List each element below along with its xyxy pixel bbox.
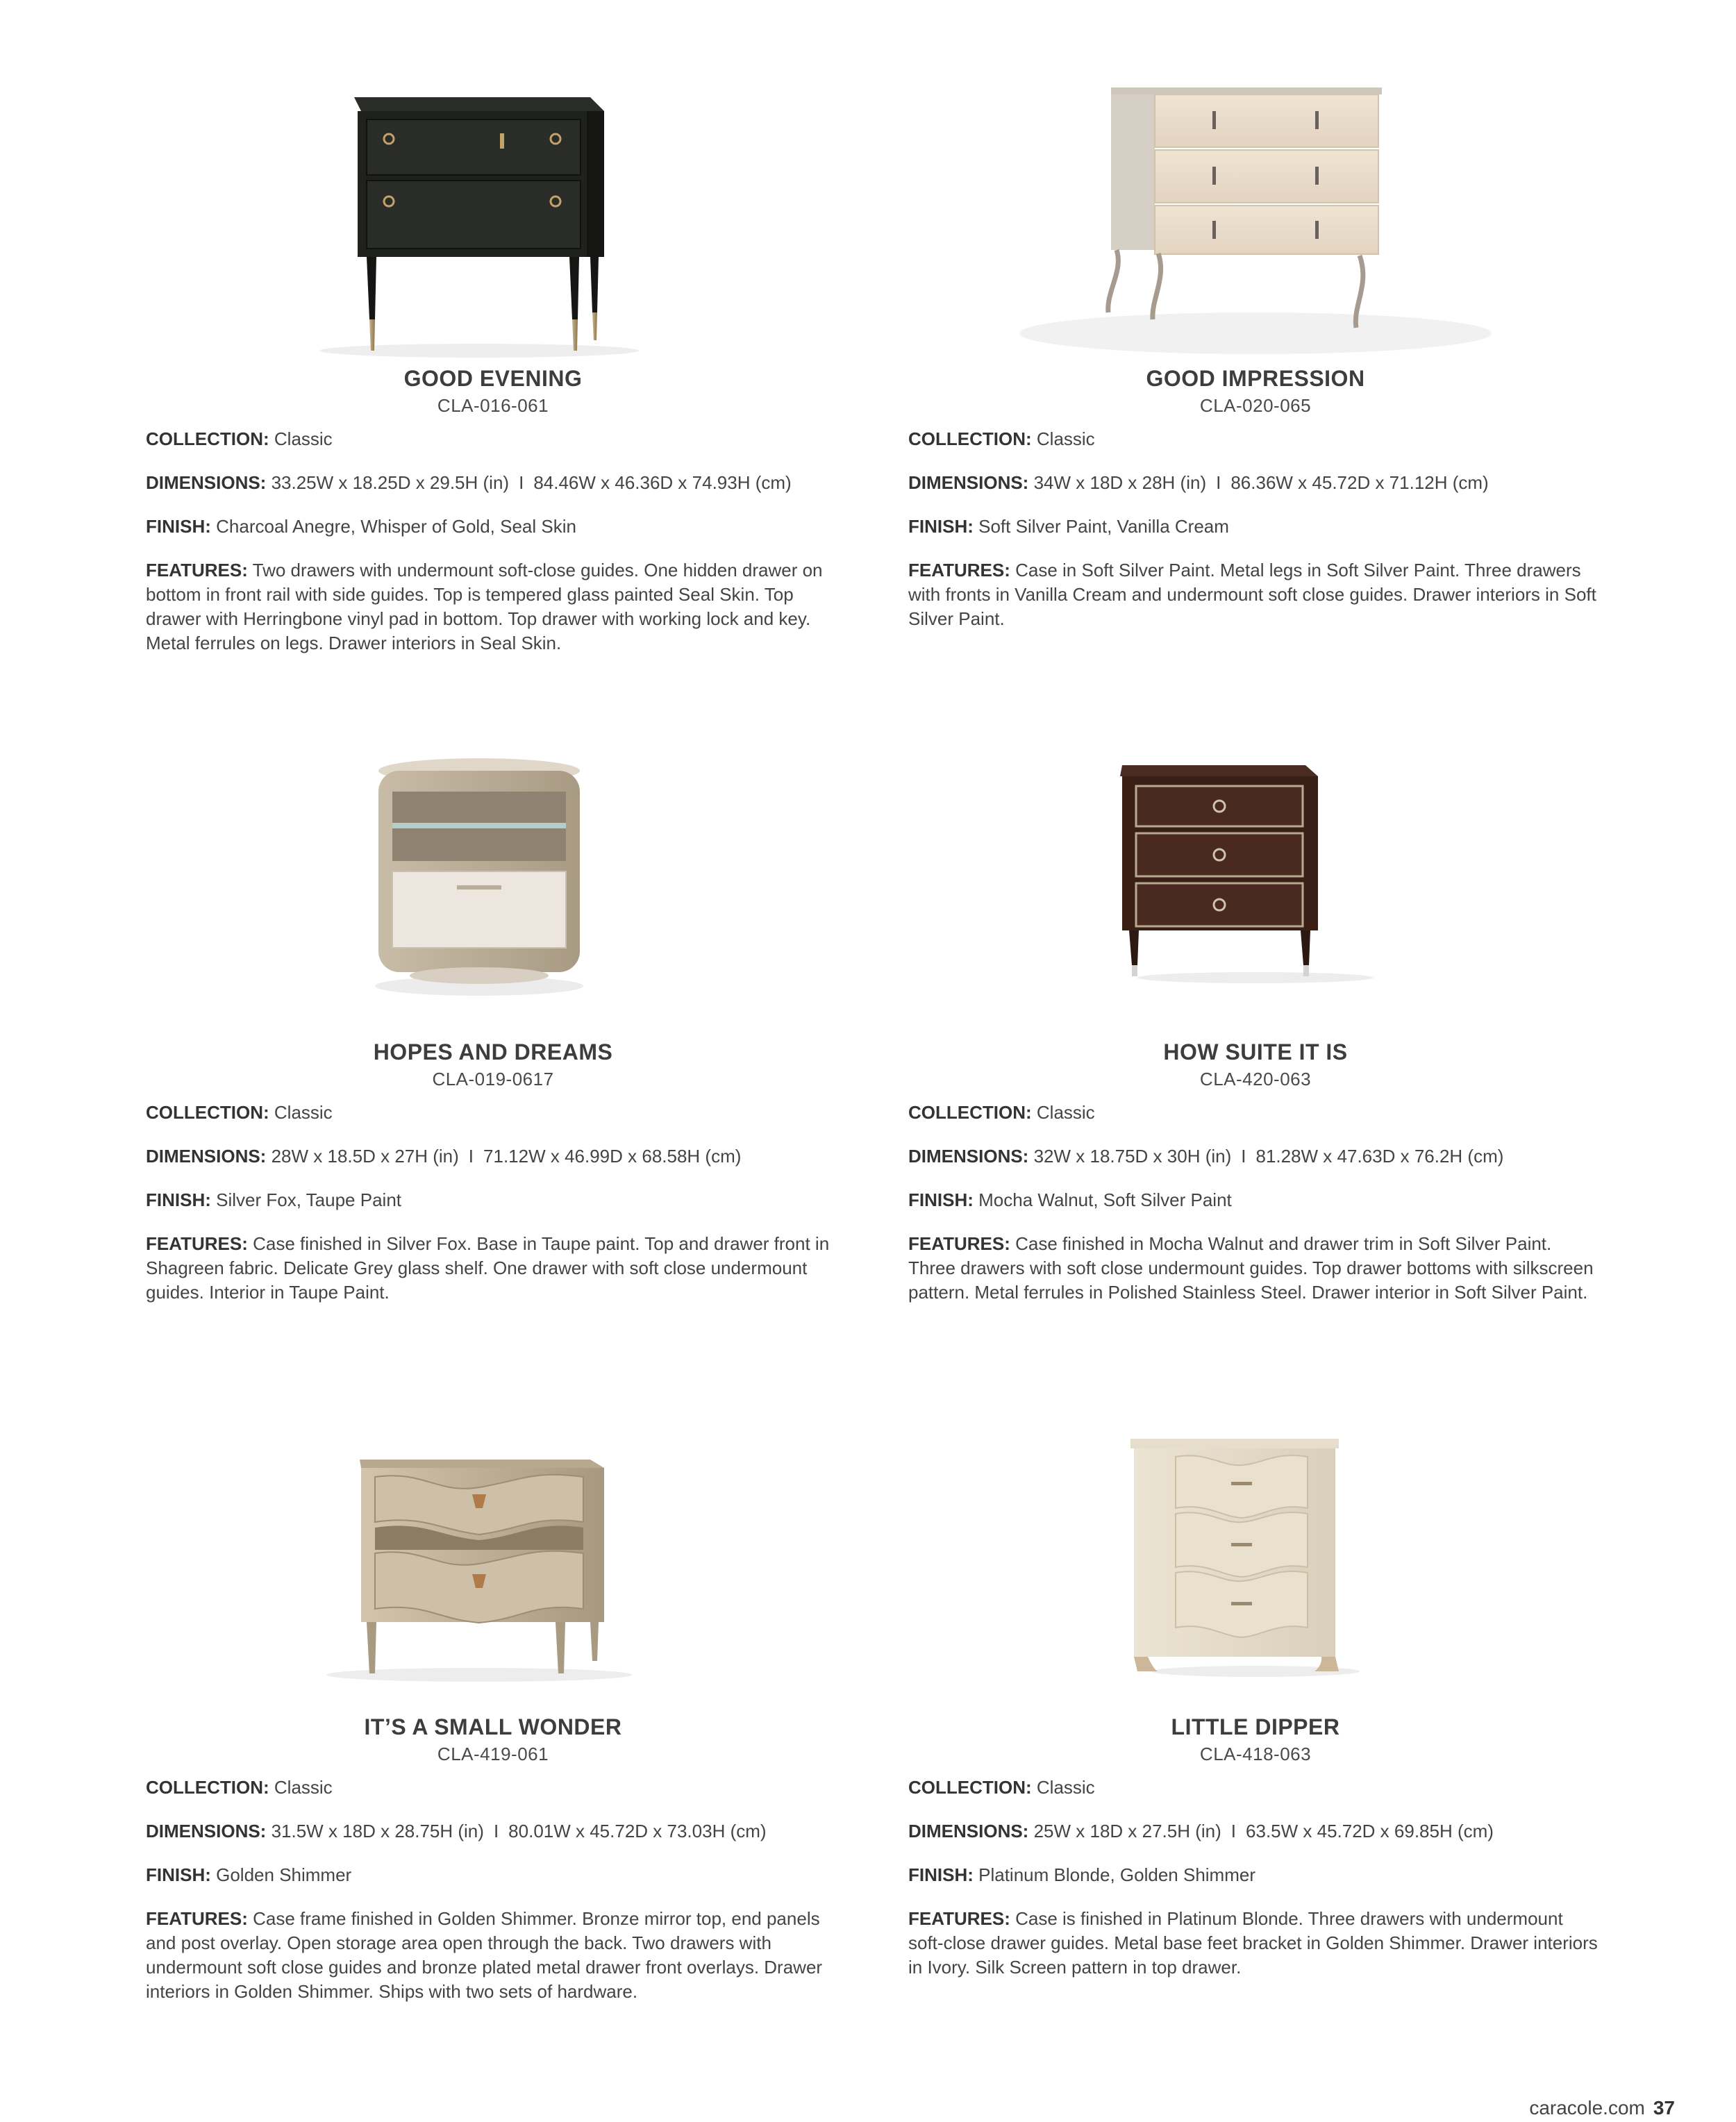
product-name: GOOD IMPRESSION xyxy=(1146,366,1365,391)
dimensions-cm: 81.28W x 47.63D x 76.2H (cm) xyxy=(1255,1146,1504,1167)
page-footer xyxy=(1529,2097,1675,2119)
features-label: FEATURES: xyxy=(146,1908,248,1929)
product-sku: CLA-419-061 xyxy=(437,1744,549,1764)
page-number: 37 xyxy=(1653,2097,1675,2119)
features-label: FEATURES: xyxy=(908,560,1010,580)
collection-label: COLLECTION: xyxy=(146,428,269,449)
collection-value: Classic xyxy=(1036,1777,1095,1798)
finish-line xyxy=(908,515,1603,539)
product-good-impression xyxy=(908,83,1603,631)
dimensions-cm: 71.12W x 46.99D x 68.58H (cm) xyxy=(483,1146,742,1167)
features-line xyxy=(908,1232,1603,1305)
dimensions-separator: I xyxy=(519,472,524,493)
product-name: IT’S A SMALL WONDER xyxy=(364,1714,622,1739)
finish-value: Charcoal Anegre, Whisper of Gold, Seal Skin xyxy=(216,516,576,537)
collection-value: Classic xyxy=(274,1102,333,1123)
features-label: FEATURES: xyxy=(146,560,248,580)
product-sku: CLA-418-063 xyxy=(1199,1744,1312,1764)
features-value: Two drawers with undermount soft-close guides. One hidden drawer on bottom in front rail with side guides. Top is tempered glass painted Seal Skin. Top drawer with Herringbone vinyl pad in bottom. Top drawer with working lock and key. Metal ferrules on legs. Drawer interiors in Seal Skin. xyxy=(146,560,823,653)
product-sku: CLA-016-061 xyxy=(437,395,549,416)
product-image xyxy=(908,1432,1603,1706)
finish-line xyxy=(146,1188,840,1212)
finish-label: FINISH: xyxy=(908,516,974,537)
dimensions-label: DIMENSIONS: xyxy=(908,1146,1029,1167)
collection-label: COLLECTION: xyxy=(146,1777,269,1798)
features-value: Case finished in Mocha Walnut and drawer trim in Soft Silver Paint. Three drawers with soft close undermount guides. Top drawer bottoms with silkscreen pattern. Metal ferrules in Polished Stainless Steel. Drawer interior in Soft Silver Paint. xyxy=(908,1233,1594,1303)
finish-label: FINISH: xyxy=(146,1189,211,1210)
finish-value: Mocha Walnut, Soft Silver Paint xyxy=(978,1189,1232,1210)
collection-value: Classic xyxy=(274,1777,333,1798)
product-sku: CLA-020-065 xyxy=(1199,395,1312,416)
dimensions-in: 33.25W x 18.25D x 29.5H (in) xyxy=(271,472,510,493)
dimensions-in: 32W x 18.75D x 30H (in) xyxy=(1033,1146,1232,1167)
features-value: Case in Soft Silver Paint. Metal legs in Soft Silver Paint. Three drawers with fronts in Vanilla Cream and undermount soft close guides. Drawer interiors in Soft Silver Paint. xyxy=(908,560,1596,629)
collection-value: Classic xyxy=(1036,1102,1095,1123)
dimensions-label: DIMENSIONS: xyxy=(146,1821,267,1841)
product-name: HOPES AND DREAMS xyxy=(373,1039,613,1064)
finish-value: Golden Shimmer xyxy=(216,1864,352,1885)
collection-label: COLLECTION: xyxy=(908,428,1032,449)
collection-value: Classic xyxy=(274,428,333,449)
product-sku: CLA-019-0617 xyxy=(432,1069,554,1089)
dimensions-line xyxy=(908,1819,1603,1844)
finish-value: Soft Silver Paint, Vanilla Cream xyxy=(978,516,1229,537)
finish-value: Silver Fox, Taupe Paint xyxy=(216,1189,402,1210)
product-name: GOOD EVENING xyxy=(403,366,583,391)
dimensions-separator: I xyxy=(1230,1821,1237,1841)
product-good-evening xyxy=(146,83,840,655)
dimensions-separator: I xyxy=(1216,472,1221,493)
dimensions-line xyxy=(146,1819,840,1844)
collection-label: COLLECTION: xyxy=(908,1102,1032,1123)
product-name: LITTLE DIPPER xyxy=(1171,1714,1340,1739)
collection-label: COLLECTION: xyxy=(146,1102,269,1123)
product-hopes-and-dreams xyxy=(146,757,840,1305)
product-name: HOW SUITE IT IS xyxy=(1163,1039,1348,1064)
dimensions-line xyxy=(908,1144,1603,1169)
finish-line xyxy=(908,1188,1603,1212)
dimensions-line xyxy=(146,471,840,495)
product-image xyxy=(146,1432,840,1706)
product-sku: CLA-420-063 xyxy=(1199,1069,1312,1089)
finish-line xyxy=(146,1863,840,1887)
features-line xyxy=(908,1907,1603,1980)
product-image xyxy=(146,83,840,358)
dimensions-label: DIMENSIONS: xyxy=(908,1821,1029,1841)
collection-label: COLLECTION: xyxy=(908,1777,1032,1798)
features-line xyxy=(146,558,840,655)
collection-line xyxy=(908,1101,1603,1125)
dimensions-label: DIMENSIONS: xyxy=(146,472,267,493)
dimensions-separator: I xyxy=(493,1821,499,1841)
features-line xyxy=(146,1232,840,1305)
collection-line xyxy=(908,427,1603,451)
dimensions-separator: I xyxy=(468,1146,474,1167)
dimensions-label: DIMENSIONS: xyxy=(908,472,1029,493)
features-label: FEATURES: xyxy=(908,1908,1010,1929)
features-line xyxy=(146,1907,840,2004)
dimensions-separator: I xyxy=(1241,1146,1246,1167)
dimensions-in: 28W x 18.5D x 27H (in) xyxy=(271,1146,459,1167)
dimensions-cm: 80.01W x 45.72D x 73.03H (cm) xyxy=(508,1821,767,1841)
footer-site: caracole.com xyxy=(1529,2097,1645,2119)
finish-label: FINISH: xyxy=(908,1189,974,1210)
dimensions-label: DIMENSIONS: xyxy=(146,1146,267,1167)
finish-label: FINISH: xyxy=(146,516,211,537)
collection-line xyxy=(146,427,840,451)
features-value: Case finished in Silver Fox. Base in Taupe paint. Top and drawer front in Shagreen fabric. Delicate Grey glass shelf. One drawer with soft close undermount guides. Interior in Taupe Paint. xyxy=(146,1233,830,1303)
product-image xyxy=(908,757,1603,1031)
product-its-a-small-wonder xyxy=(146,1432,840,2004)
features-value: Case frame finished in Golden Shimmer. Bronze mirror top, end panels and post overlay. Open storage area open through the back. Two drawers with undermount soft close guides and bronze plated metal drawer front overlays. Drawer interiors in Golden Shimmer. Ships with two sets of hardware. xyxy=(146,1908,823,2002)
dimensions-in: 34W x 18D x 28H (in) xyxy=(1033,472,1207,493)
features-label: FEATURES: xyxy=(146,1233,248,1254)
product-image xyxy=(908,83,1603,358)
collection-line xyxy=(146,1776,840,1800)
dimensions-in: 31.5W x 18D x 28.75H (in) xyxy=(271,1821,484,1841)
finish-label: FINISH: xyxy=(908,1864,974,1885)
dimensions-cm: 86.36W x 45.72D x 71.12H (cm) xyxy=(1230,472,1489,493)
finish-value: Platinum Blonde, Golden Shimmer xyxy=(978,1864,1255,1885)
product-image xyxy=(146,757,840,1031)
features-line xyxy=(908,558,1603,631)
finish-label: FINISH: xyxy=(146,1864,211,1885)
product-how-suite-it-is xyxy=(908,757,1603,1305)
dimensions-in: 25W x 18D x 27.5H (in) xyxy=(1033,1821,1221,1841)
collection-line xyxy=(146,1101,840,1125)
features-label: FEATURES: xyxy=(908,1233,1010,1254)
dimensions-line xyxy=(146,1144,840,1169)
finish-line xyxy=(908,1863,1603,1887)
features-value: Case is finished in Platinum Blonde. Three drawers with undermount soft-close drawer guides. Metal base feet bracket in Golden Shimmer. Drawer interiors in Ivory. Silk Screen pattern in top drawer. xyxy=(908,1908,1598,1978)
collection-value: Classic xyxy=(1036,428,1095,449)
finish-line xyxy=(146,515,840,539)
dimensions-cm: 84.46W x 46.36D x 74.93H (cm) xyxy=(533,472,792,493)
collection-line xyxy=(908,1776,1603,1800)
dimensions-cm: 63.5W x 45.72D x 69.85H (cm) xyxy=(1246,1821,1494,1841)
product-little-dipper xyxy=(908,1432,1603,1980)
dimensions-line xyxy=(908,471,1603,495)
